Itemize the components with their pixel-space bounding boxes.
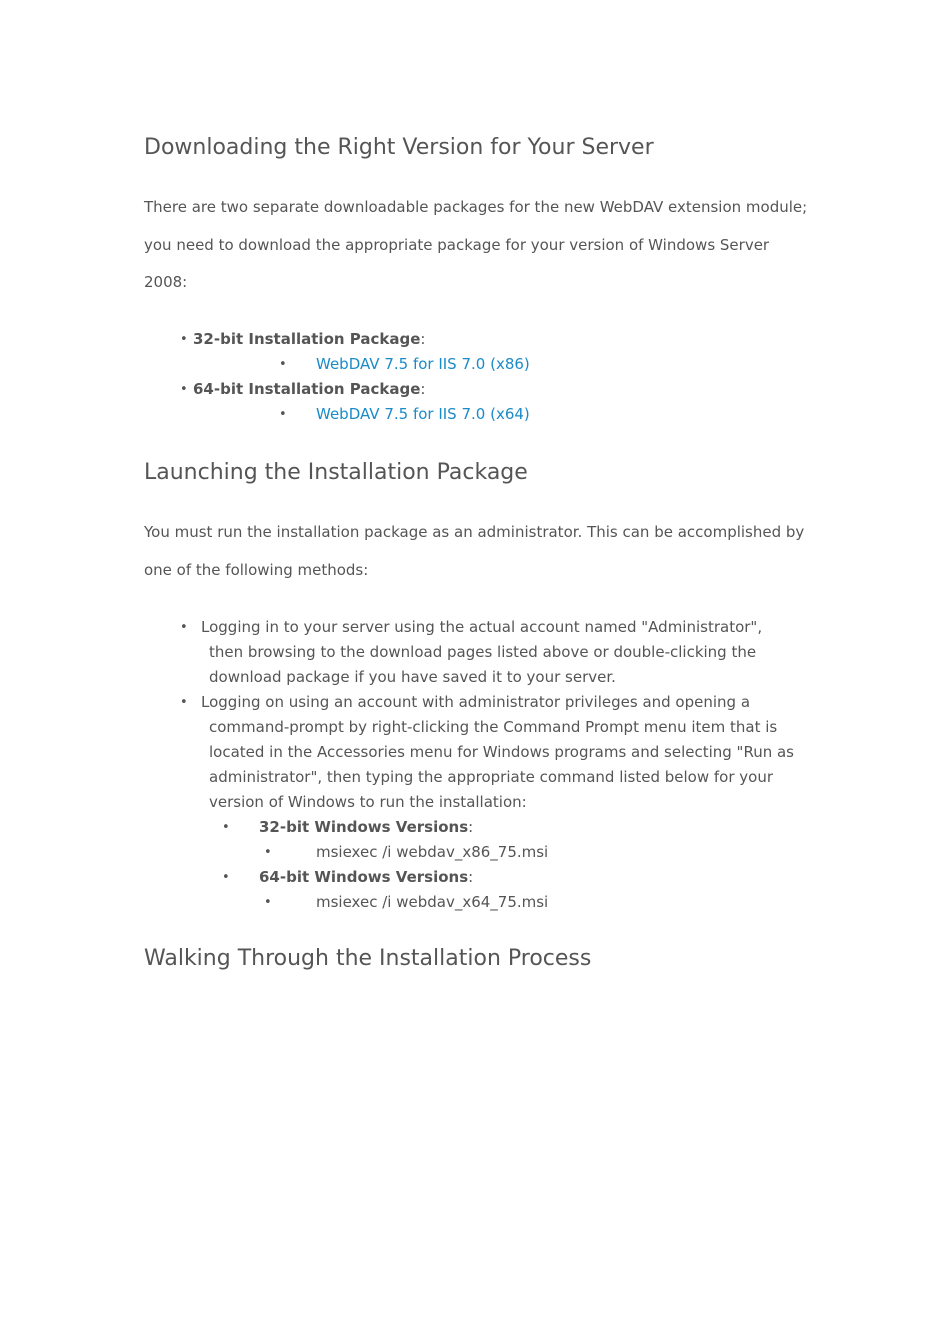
heading-walking-through: Walking Through the Installation Process — [144, 946, 592, 971]
list-item-command-x86 — [144, 840, 809, 865]
list-item-x64-link — [201, 402, 809, 427]
label-32bit-package: 32-bit Installation Package — [193, 330, 421, 348]
command-x86: msiexec /i webdav_x86_75.msi — [316, 843, 549, 861]
heading-launching: Launching the Installation Package — [144, 460, 528, 485]
bullet: • — [264, 845, 272, 860]
link-webdav-x64[interactable]: WebDAV 7.5 for IIS 7.0 (x64) — [316, 405, 530, 423]
bullet: • — [222, 820, 230, 835]
package-list — [144, 327, 809, 427]
bullet: • — [180, 332, 188, 347]
list-item-32bit-versions: • 32-bit Windows Versions: — [144, 815, 809, 840]
bullet: • — [264, 895, 272, 910]
list-item-method-administrator: • Logging in to your server using the actual account named "Administrator", then browsing to the download pages listed above or double-clicking the download package if you have saved it to your server. — [144, 615, 809, 690]
list-item-command-x64 — [144, 890, 809, 915]
methods-list — [144, 615, 809, 815]
bullet: • — [222, 870, 230, 885]
intro-paragraph: There are two separate downloadable packages for the new WebDAV extension module; you need to download the appropriate package for your version of Windows Server 2008: — [144, 198, 808, 291]
bullet: • — [279, 407, 287, 422]
link-webdav-x86[interactable]: WebDAV 7.5 for IIS 7.0 (x86) — [316, 355, 530, 373]
list-item-x86-link — [201, 352, 809, 377]
command-x64: msiexec /i webdav_x64_75.msi — [316, 893, 549, 911]
list-item-64bit-versions: • 64-bit Windows Versions: — [144, 865, 809, 890]
bullet: • — [180, 620, 188, 635]
list-item-method-command-prompt: • Logging on using an account with administrator privileges and opening a command-prompt by right-clicking the Command Prompt menu item that is located in the Accessories menu for Windows programs and selecting "Run as administrator", then typing the appropriate command listed below for your version of Windows to run the installation: — [144, 690, 809, 815]
versions-list — [144, 815, 809, 915]
label-64bit-package: 64-bit Installation Package — [193, 380, 421, 398]
admin-paragraph: You must run the installation package as an administrator. This can be accomplished by one of the following methods: — [144, 523, 805, 579]
list-item-64bit-package: • 64-bit Installation Package: • WebDAV 7.5 for IIS 7.0 (x64) — [144, 377, 809, 427]
list-item-32bit-package: • 32-bit Installation Package: • WebDAV 7.5 for IIS 7.0 (x86) — [144, 327, 809, 377]
bullet: • — [279, 357, 287, 372]
heading-downloading: Downloading the Right Version for Your Server — [144, 135, 654, 160]
bullet: • — [180, 695, 188, 710]
bullet: • — [180, 382, 188, 397]
